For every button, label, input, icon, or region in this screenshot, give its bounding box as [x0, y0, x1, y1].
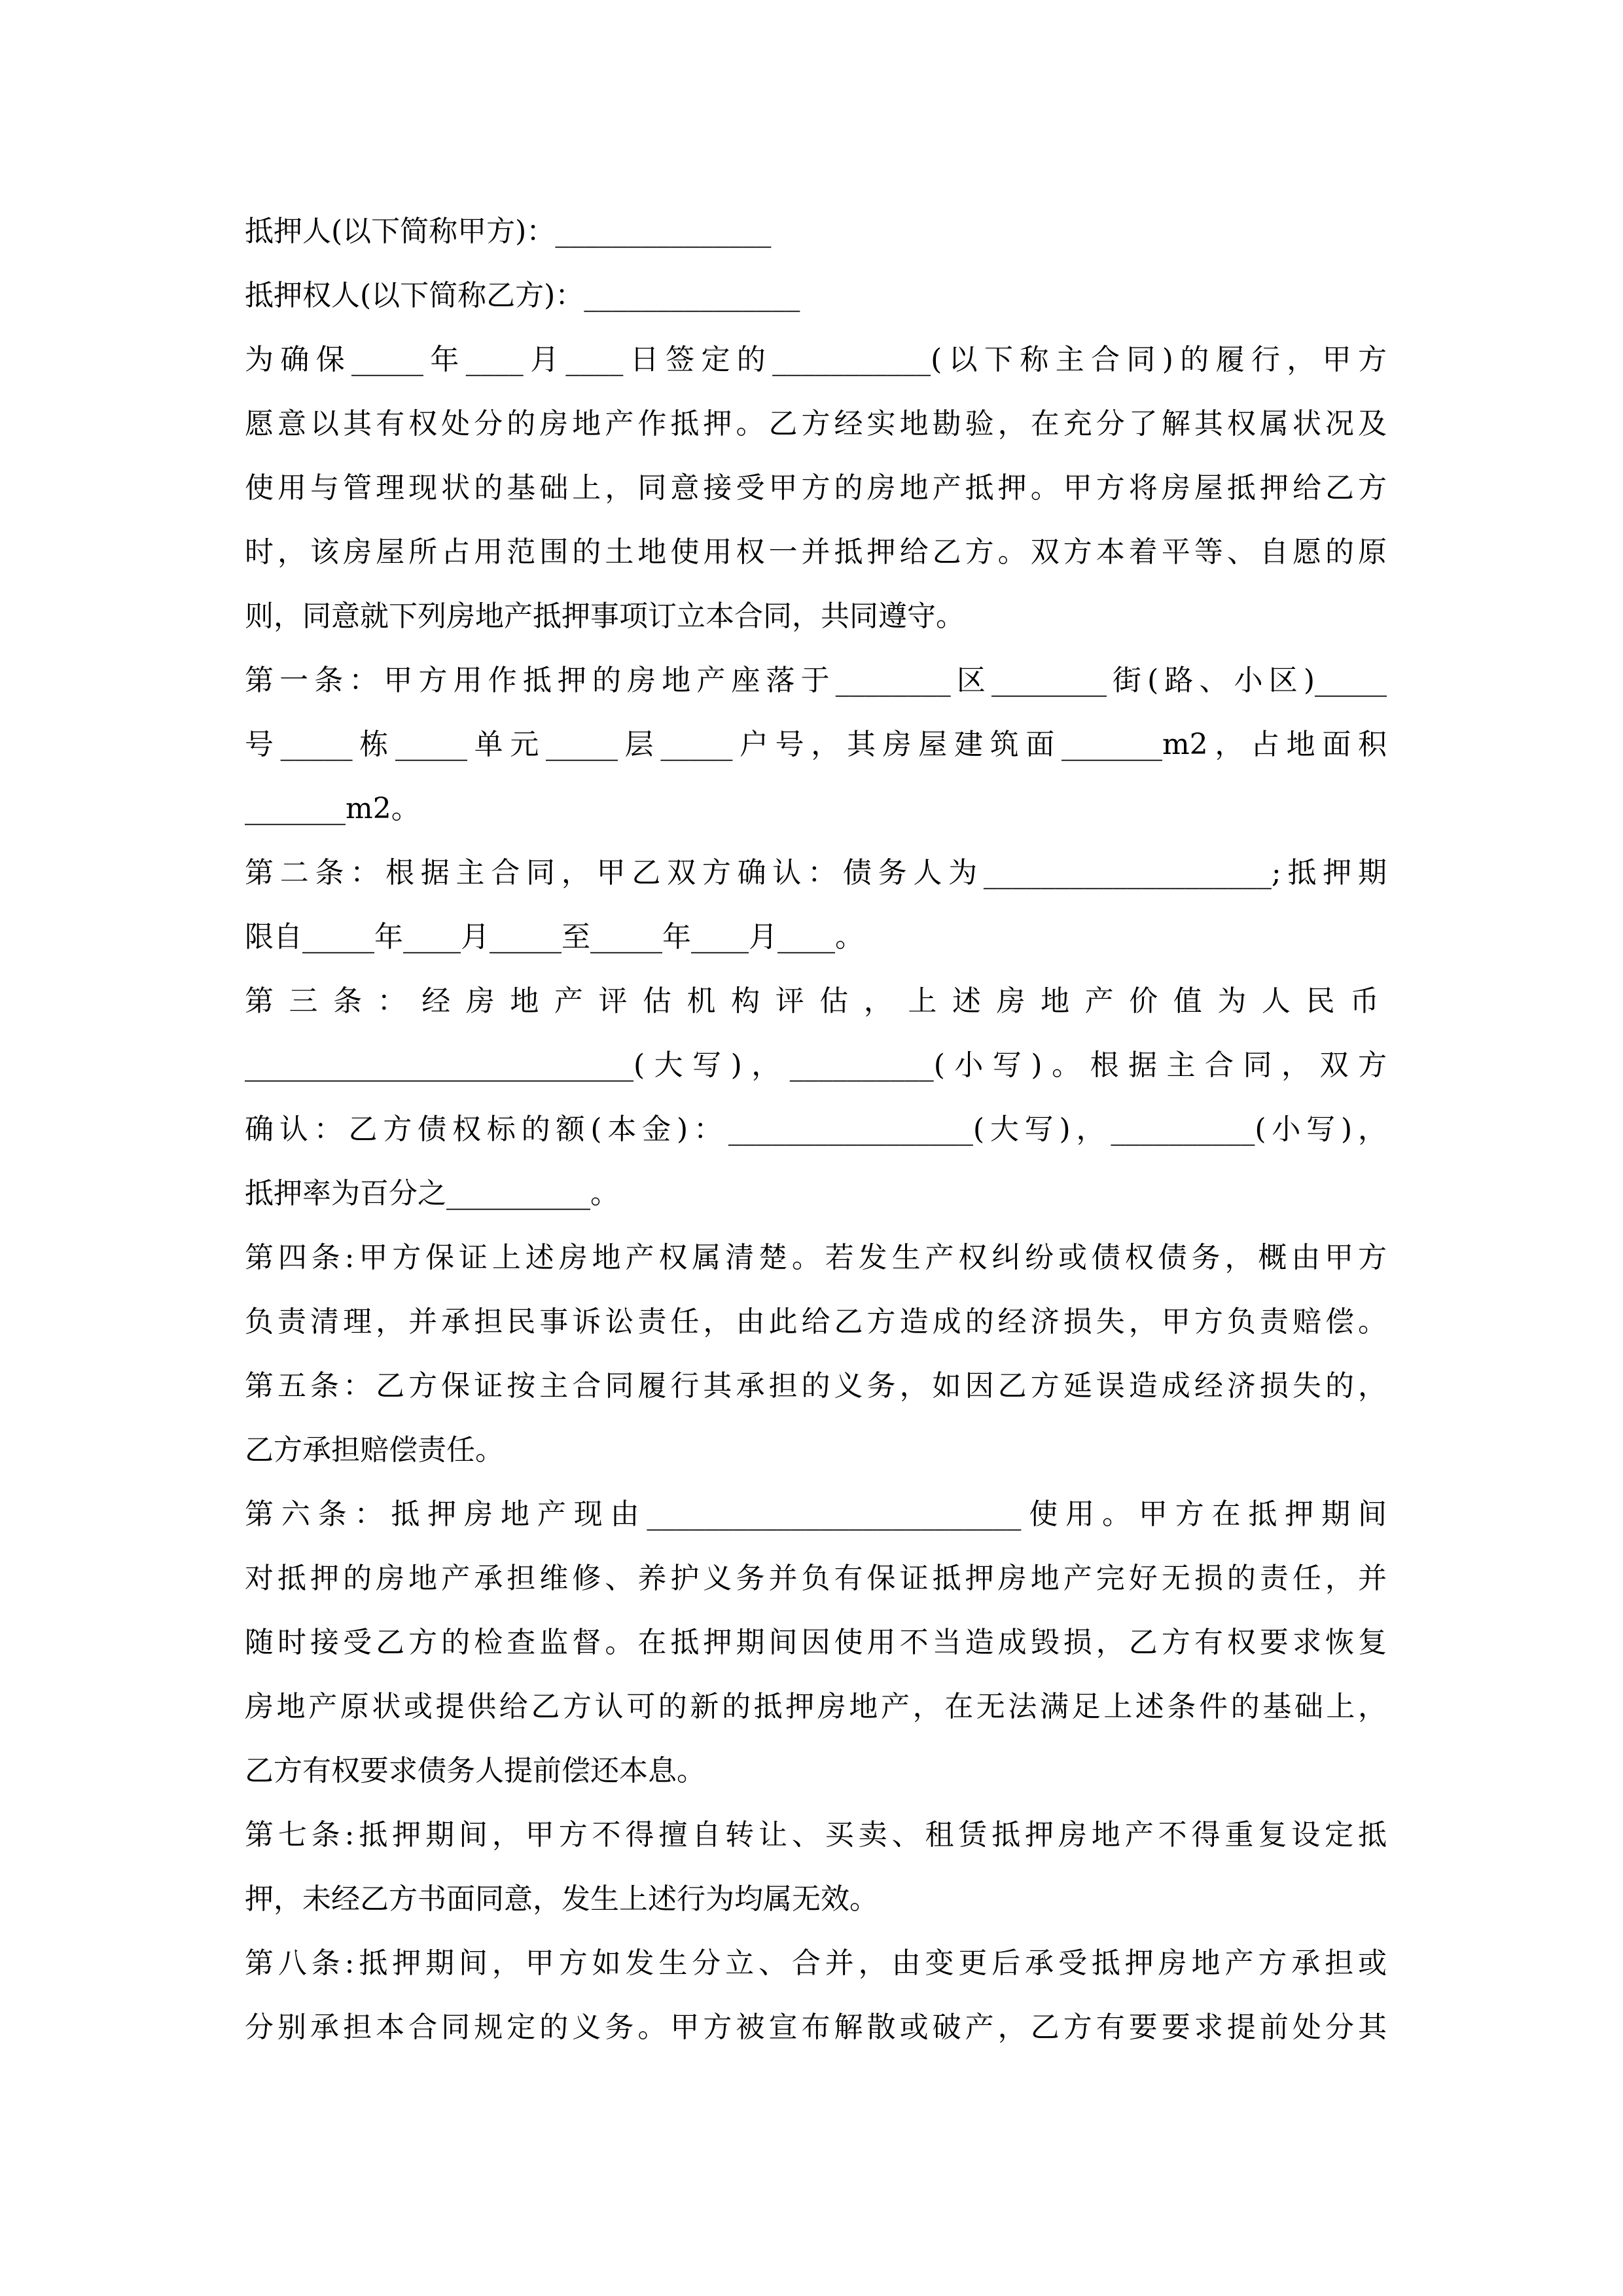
article-5-line: 第五条：乙方保证按主合同履行其承担的义务，如因乙方延误造成经济损失的， [245, 1369, 1387, 1403]
article-4-line: 第四条:甲方保证上述房地产权属清楚。若发生产权纠纷或债权债务，概由甲方 [245, 1241, 1387, 1274]
article-3-line: 抵押率为百分之__________。 [245, 1177, 619, 1210]
contract-body [245, 200, 1387, 2060]
preamble-line: 为确保_____年____月____日签定的___________(以下称主合同)的履行，甲方 [245, 343, 1387, 376]
article-7-line: 押，未经乙方书面同意，发生上述行为均属无效。 [245, 1882, 878, 1916]
article-6-line: 第六条：抵押房地产现由__________________________使用。甲方在抵押期间 [245, 1498, 1387, 1531]
article-1-line: 第一条：甲方用作抵押的房地产座落于________区________街(路、小区)_____ [245, 664, 1387, 697]
article-2-line: 限自_____年____月_____至_____年____月____。 [245, 920, 864, 954]
mortgagor-line: 抵押人(以下简称甲方)：_______________ [245, 215, 772, 248]
article-4-line: 负责清理，并承担民事诉讼责任，由此给乙方造成的经济损失，甲方负责赔偿。 [245, 1305, 1387, 1338]
article-5-line: 乙方承担赔偿责任。 [245, 1433, 504, 1467]
article-8-line: 第八条:抵押期间，甲方如发生分立、合并，由变更后承受抵押房地产方承担或 [245, 1946, 1387, 1980]
article-3-line: ___________________________(大写)，__________(小写)。根据主合同，双方 [245, 1049, 1387, 1082]
article-6-line: 乙方有权要求债务人提前偿还本息。 [245, 1754, 705, 1787]
article-3-line: 第三条：经房地产评估机构评估，上述房地产价值为人民币 [245, 984, 1387, 1018]
article-8-line: 分别承担本合同规定的义务。甲方被宣布解散或破产，乙方有要要求提前处分其 [245, 2011, 1387, 2044]
article-2-line: 第二条：根据主合同，甲乙双方确认：债务人为____________________;抵押期 [245, 856, 1387, 889]
article-7-line: 第七条:抵押期间，甲方不得擅自转让、买卖、租赁抵押房地产不得重复设定抵 [245, 1818, 1387, 1852]
article-6-line: 随时接受乙方的检查监督。在抵押期间因使用不当造成毁损，乙方有权要求恢复 [245, 1626, 1387, 1659]
article-1-line: _______m2。 [245, 792, 420, 825]
article-6-line: 对抵押的房地产承担维修、养护义务并负有保证抵押房地产完好无损的责任，并 [245, 1562, 1387, 1595]
preamble-line: 则，同意就下列房地产抵押事项订立本合同，共同遵守。 [245, 600, 965, 633]
preamble-line: 愿意以其有权处分的房地产作抵押。乙方经实地勘验，在充分了解其权属状况及 [245, 407, 1387, 440]
preamble-line: 使用与管理现状的基础上，同意接受甲方的房地产抵押。甲方将房屋抵押给乙方 [245, 471, 1387, 505]
article-6-line: 房地产原状或提供给乙方认可的新的抵押房地产，在无法满足上述条件的基础上， [245, 1690, 1387, 1723]
preamble-line: 时，该房屋所占用范围的土地使用权一并抵押给乙方。双方本着平等、自愿的原 [245, 535, 1387, 569]
article-1-line: 号_____栋_____单元_____层_____户号，其房屋建筑面_______m2，占地面积 [245, 728, 1387, 761]
article-3-line: 确认：乙方债权标的额(本金)：_________________(大写)，__________(小写)， [245, 1113, 1387, 1146]
mortgagee-line: 抵押权人(以下简称乙方)：_______________ [245, 279, 800, 312]
